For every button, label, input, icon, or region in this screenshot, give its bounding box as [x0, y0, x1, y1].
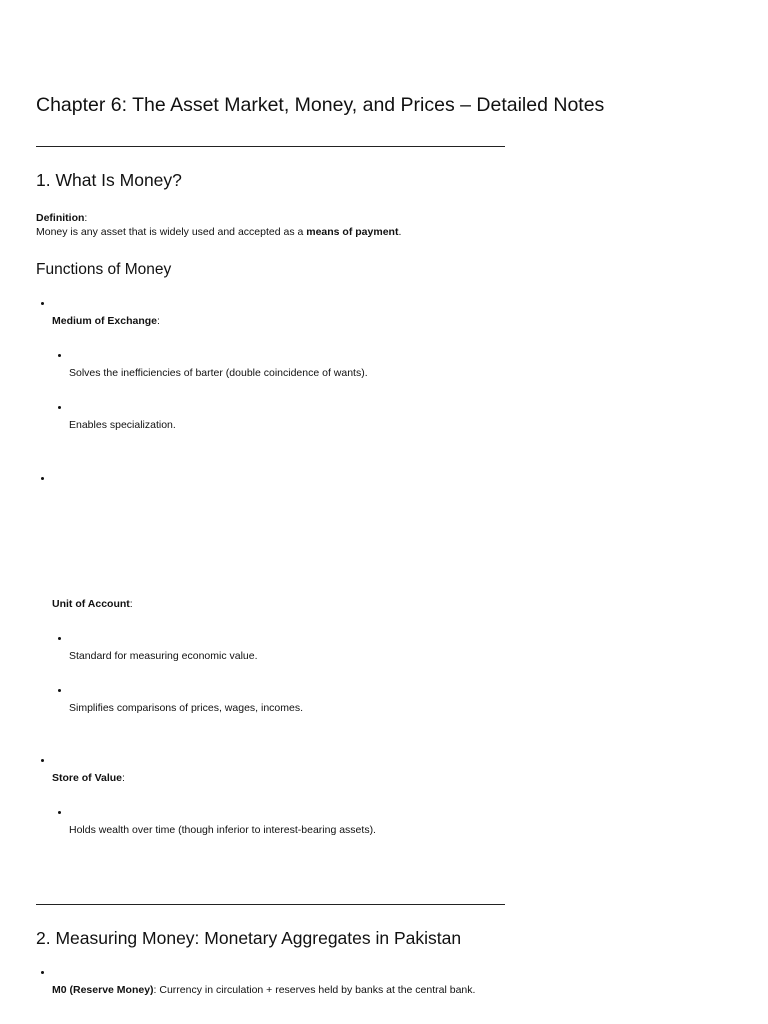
function-label-colon: :: [122, 772, 125, 784]
function-point: Simplifies comparisons of prices, wages, incomes.: [69, 702, 304, 714]
definition-text-before: Money is any asset that is widely used and accepted as a: [36, 226, 307, 238]
definition-label-line: [36, 212, 87, 225]
bullet-icon: [58, 689, 61, 692]
definition-text: [36, 226, 401, 239]
bullet-icon: [41, 971, 44, 974]
bullet-icon: [58, 406, 61, 409]
definition-text-after: .: [398, 226, 402, 238]
function-point: Enables specialization.: [69, 419, 176, 431]
function-label-store-of-value: [52, 772, 125, 785]
bullet-icon: [58, 354, 61, 357]
bullet-icon: [41, 302, 44, 305]
bullet-icon: [58, 637, 61, 640]
definition-colon: :: [84, 212, 88, 224]
function-label-unit-of-account: [52, 598, 133, 611]
aggregate-item-m0: [52, 984, 475, 997]
function-point: Standard for measuring economic value.: [69, 650, 258, 662]
bullet-icon: [41, 759, 44, 762]
definition-bold-term: means of payment: [306, 226, 399, 238]
page-title: Chapter 6: The Asset Market, Money, and Prices – Detailed Notes: [36, 94, 605, 116]
bullet-icon: [58, 811, 61, 814]
function-label-text: Unit of Account: [52, 598, 130, 610]
section-heading-measuring-money: 2. Measuring Money: Monetary Aggregates in Pakistan: [36, 928, 462, 948]
function-label-colon: :: [157, 315, 160, 327]
aggregate-text: : Currency in circulation + reserves held by banks at the central bank.: [153, 984, 476, 996]
section-divider: [36, 904, 505, 905]
definition-label: Definition: [36, 212, 85, 224]
section-divider: [36, 146, 505, 147]
function-label-colon: :: [129, 598, 133, 610]
function-point: Holds wealth over time (though inferior to interest-bearing assets).: [69, 824, 376, 836]
aggregate-label: M0 (Reserve Money): [52, 984, 154, 996]
function-label-text: Store of Value: [52, 772, 123, 784]
function-label-text: Medium of Exchange: [52, 315, 158, 327]
function-label-medium-of-exchange: [52, 315, 160, 328]
section-heading-what-is-money: 1. What Is Money?: [36, 170, 182, 190]
functions-heading: Functions of Money: [36, 261, 172, 278]
bullet-icon: [41, 477, 44, 480]
function-point: Solves the inefficiencies of barter (double coincidence of wants).: [69, 367, 368, 379]
